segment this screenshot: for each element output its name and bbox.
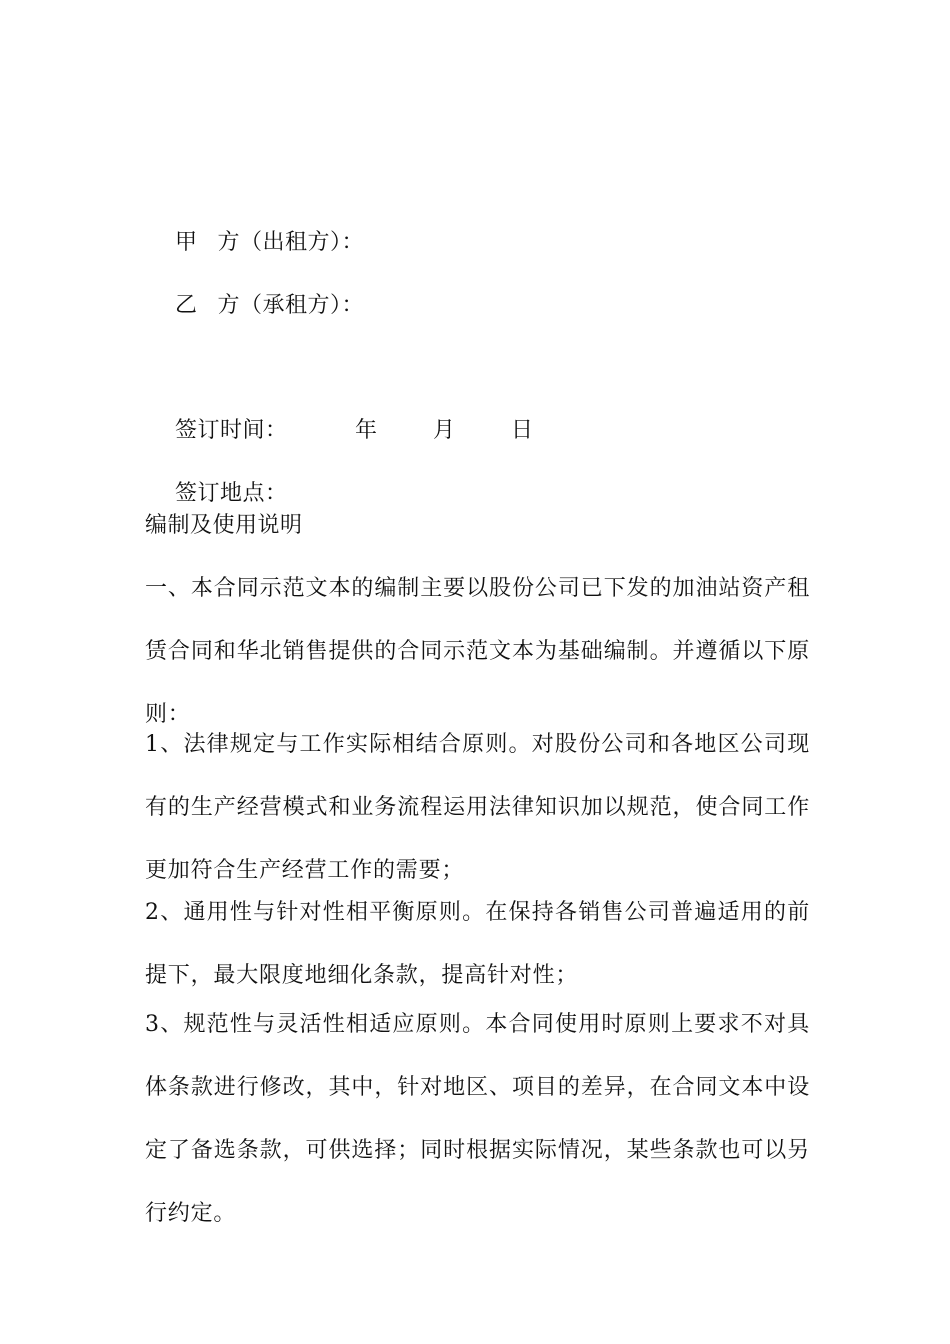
- signing-month: 月: [432, 418, 456, 443]
- signing-day: 日: [510, 418, 534, 443]
- party-b-char: 乙: [174, 293, 198, 318]
- instructions-heading: 编制及使用说明: [145, 513, 303, 538]
- party-a-label: 方（出租方）：: [217, 230, 365, 255]
- party-b-line: [145, 261, 364, 351]
- instructions-paragraph-4: 3、规范性与灵活性相适应原则。本合同使用时原则上要求不对具体条款进行修改，其中，针对地区、项目的差异，在合同文本中设定了备选条款，可供选择；同时根据实际情况，某些条款也可以另行约定。: [145, 1012, 810, 1226]
- party-b-label: 方（承租方）：: [217, 293, 365, 318]
- signing-year: 年: [354, 418, 378, 443]
- signing-time-label: 签订时间：: [174, 418, 288, 443]
- instructions-paragraph-2: 1、法律规定与工作实际相结合原则。对股份公司和各地区公司现有的生产经营模式和业务流程运用法律知识加以规范，使合同工作更加符合生产经营工作的需要；: [145, 732, 810, 883]
- party-a-char: 甲: [174, 230, 198, 255]
- instructions-paragraph-3: 2、通用性与针对性相平衡原则。在保持各销售公司普遍适用的前提下，最大限度地细化条款，提高针对性；: [145, 900, 810, 988]
- instructions-paragraph-1: 一、本合同示范文本的编制主要以股份公司已下发的加油站资产租赁合同和华北销售提供的合同示范文本为基础编制。并遵循以下原则：: [145, 576, 810, 727]
- signing-place-label: 签订地点：: [174, 481, 288, 506]
